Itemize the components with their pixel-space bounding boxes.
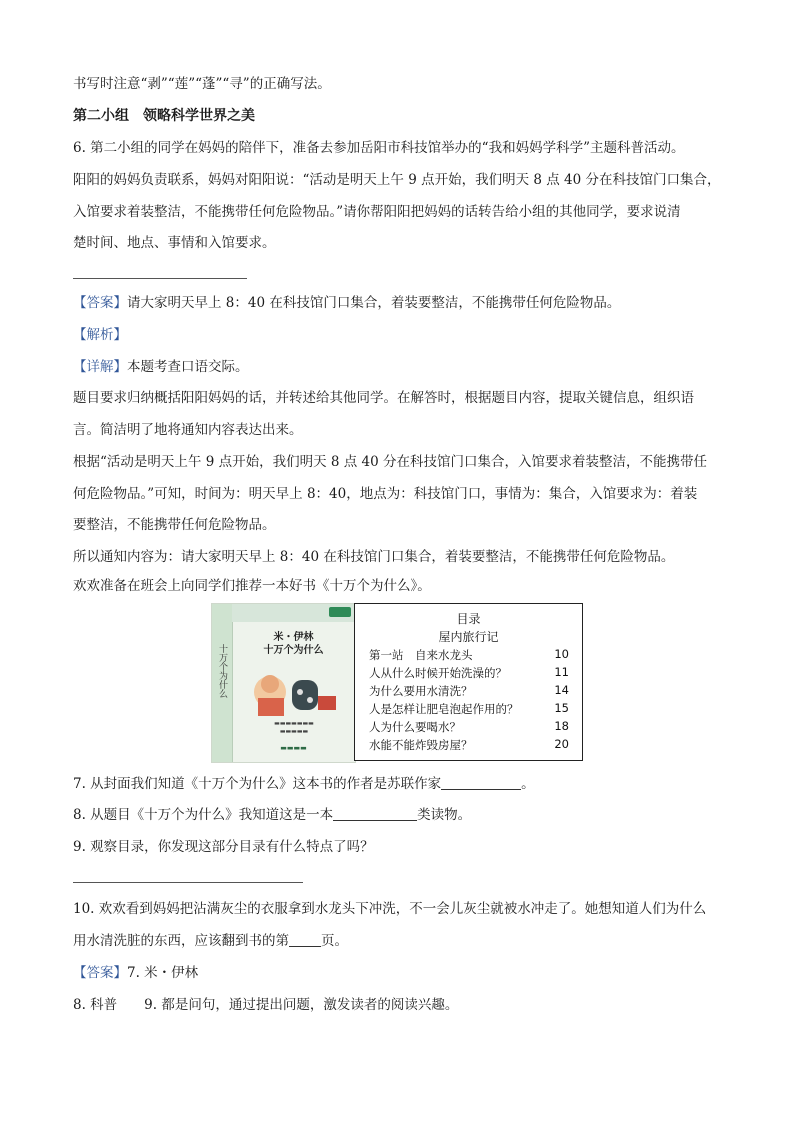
toc-entry-title: 第一站 自来水龙头 [369,648,473,662]
answer-line [73,882,303,883]
question-7-line [73,774,535,794]
toc-row [369,665,569,683]
answer-text: 7. 米・伊林 [127,965,199,981]
text-line: 入馆要求着装整洁，不能携带任何危险物品。”请你帮阳阳把妈妈的话转告给小组的其他同学，要求说清 [73,204,681,220]
question-9-line: 9. 观察目录，你发现这部分目录有什么特点了吗？ [73,839,374,855]
cover-title: 十万个为什么 [263,645,324,656]
question-7-text: 7. 从封面我们知道《十万个为什么》这本书的作者是苏联作家 [73,776,442,792]
question-7-end: 。 [521,776,535,792]
analysis-line [73,325,127,345]
toc-row [369,719,569,737]
answer-line-text [73,963,198,983]
toc-row [369,683,569,701]
toc-page-number: 11 [554,665,569,679]
fill-blank [289,932,321,947]
text-line: 书写时注意“剥”“莲”“蓬”“寻”的正确写法。 [73,76,331,92]
text-line: 所以通知内容为：请大家明天早上 8：40 在科技馆门口集合，着装要整洁，不能携带任何危险物品。 [73,549,675,565]
table-of-contents [354,603,583,761]
cover-publisher-mark: ▬▬▬▬ [280,744,307,752]
cover-author: 米・伊林 [273,632,314,643]
question-8-text: 8. 从题目《十万个为什么》我知道这是一本 [73,807,334,823]
text-line: 阳阳的妈妈负责联系，妈妈对阳阳说：“活动是明天上午 9 点开始，我们明天 8 点 40 分在科技馆门口集合， [73,172,721,188]
cover-illustration [248,662,338,718]
text-line: 根据“活动是明天上午 9 点开始，我们明天 8 点 40 分在科技馆门口集合，入馆要求着装整洁，不能携带任 [73,454,708,470]
answer-tag: 【答案】 [73,965,127,981]
toc-page-number: 20 [554,737,569,751]
spine-title: 十万个为什么 [217,644,227,698]
fill-blank [333,806,417,821]
toc-page-number: 14 [554,683,569,697]
answer-tag: 【答案】 [73,295,127,311]
book-spine [212,604,233,762]
fill-blank [441,775,521,790]
detail-line [73,357,249,377]
section-heading: 第二小组 领略科学世界之美 [73,108,255,124]
detail-tag: 【详解】 [73,359,127,375]
text-line: 欢欢准备在班会上向同学们推荐一本好书《十万个为什么》。 [73,578,431,594]
text-line: 要整洁，不能携带任何危险物品。 [73,517,276,533]
cover-subtitle-graphic: ▬▬▬▬▬▬▬ ▬▬▬▬▬ [274,720,314,735]
cover-header-band [232,604,355,622]
toc-entry-title: 为什么要用水清洗？ [369,684,473,698]
toc-page-number: 18 [554,719,569,733]
toc-row [369,701,569,719]
toc-title: 目录 [456,612,481,626]
question-6-line: 6. 第二小组的同学在妈妈的陪伴下，准备去参加岳阳市科技馆举办的“我和妈妈学科学”主题科普活动。 [73,140,685,156]
toc-page-number: 15 [554,701,569,715]
question-10-text: 用水清洗脏的东西，应该翻到书的第 [73,933,289,949]
toc-entry-title: 人为什么要喝水？ [369,720,461,734]
question-10-line: 10. 欢欢看到妈妈把沾满灰尘的衣服拿到水龙头下冲洗，不一会儿灰尘就被水冲走了。她想知道人们为什么 [73,901,707,917]
text-line: 题目要求归纳概括阳阳妈妈的话，并转述给其他同学。在解答时，根据题目内容，提取关键信息，组织语 [73,390,694,406]
toc-page-number: 10 [554,647,569,661]
toc-row [369,647,569,665]
answer-line-text: 8. 科普 9. 都是问句，通过提出问题，激发读者的阅读兴趣。 [73,997,459,1013]
question-10-end: 页。 [321,933,348,949]
cover-badge [329,607,351,617]
text-line: 言。简洁明了地将通知内容表达出来。 [73,422,303,438]
text-line: 何危险物品。”可知，时间为：明天早上 8：40，地点为：科技馆门口，事情为：集合，入馆要求为：着装 [73,486,698,502]
analysis-tag: 【解析】 [73,327,127,343]
answer-text: 请大家明天早上 8：40 在科技馆门口集合，着装要整洁，不能携带任何危险物品。 [127,295,621,311]
detail-text: 本题考查口语交际。 [127,359,249,375]
text-line: 楚时间、地点、事情和入馆要求。 [73,235,276,251]
toc-entry-title: 人是怎样让肥皂泡起作用的？ [369,702,519,716]
question-10-line-2 [73,931,348,951]
toc-entry-title: 人从什么时候开始洗澡的？ [369,666,507,680]
question-8-line [73,805,471,825]
question-8-end: 类读物。 [417,807,472,823]
toc-row [369,737,569,755]
answer-line [73,278,247,279]
answer-line-text [73,293,620,313]
book-cover-image [211,603,356,763]
toc-section-title: 屋内旅行记 [438,630,499,644]
toc-entry-title: 水能不能炸毁房屋？ [369,738,473,752]
